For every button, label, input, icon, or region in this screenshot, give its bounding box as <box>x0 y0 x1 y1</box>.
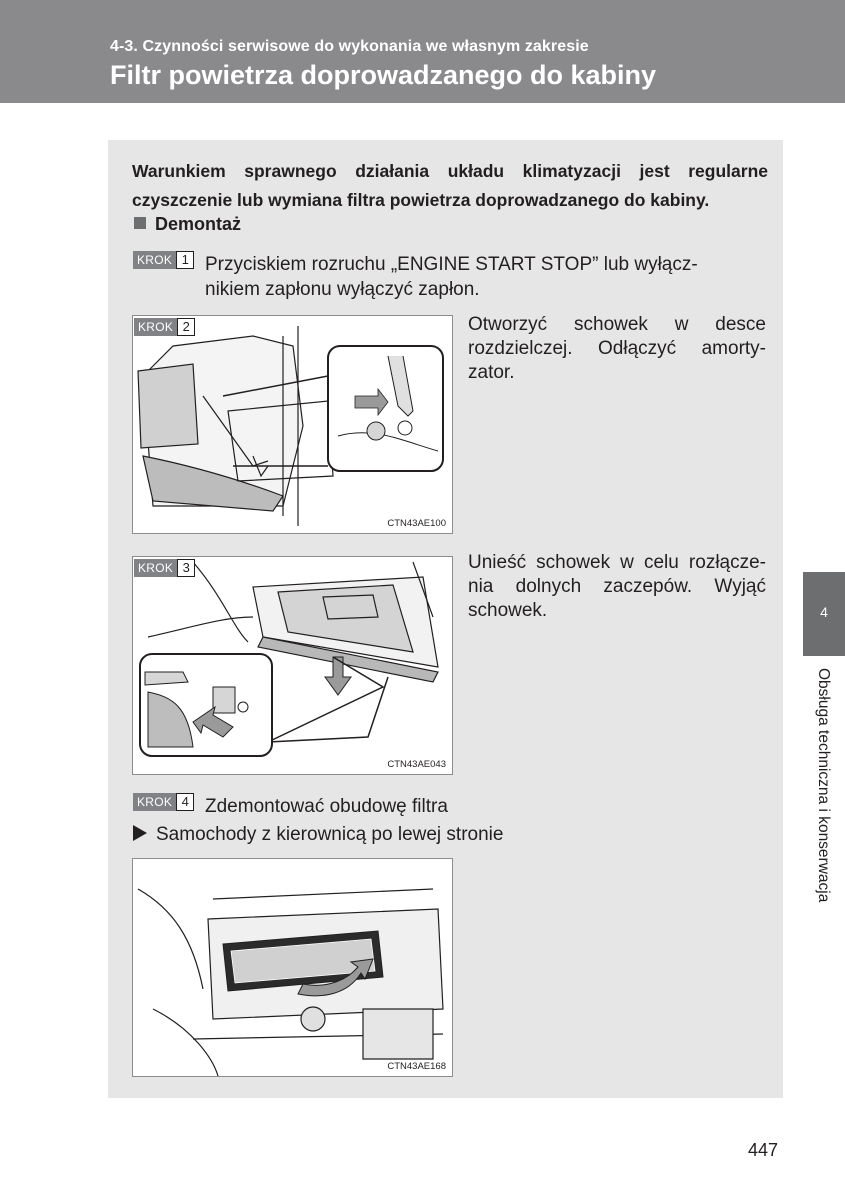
krok-label: KROK <box>134 318 177 336</box>
krok-label: KROK <box>134 559 177 577</box>
step-3-text-line-3: schowek. <box>468 600 548 621</box>
chapter-tab <box>803 572 845 656</box>
step-3-badge <box>134 559 195 577</box>
step-1-text-line-2: nikiem zapłonu wyłączyć zapłon. <box>205 279 480 300</box>
step-3-text-line-1: Unieść schowek w celu rozłącze- <box>468 552 766 573</box>
step-2-text-line-1: Otworzyć schowek w desce <box>468 314 766 335</box>
step-2-badge <box>134 318 195 336</box>
step-number: 1 <box>176 251 194 269</box>
section-heading-label: Demontaż <box>155 214 242 234</box>
step-1-badge <box>133 251 194 269</box>
step-2-text-line-3: zator. <box>468 362 515 383</box>
figure-code: CTN43AE100 <box>387 518 446 529</box>
glovebox-damper-illustration <box>133 316 452 533</box>
step-number: 3 <box>177 559 195 577</box>
step-number: 4 <box>176 793 194 811</box>
section-heading <box>134 214 241 235</box>
figure-code: CTN43AE043 <box>387 759 446 770</box>
intro-paragraph: Warunkiem sprawnego działania układu klimatyzacji jest regularne czyszczenie lub wymiana filtra powietrza doprowadzanego do kabiny. <box>132 161 768 210</box>
triangle-bullet-icon <box>133 825 147 841</box>
filter-cover-illustration <box>133 859 452 1076</box>
page-header <box>0 0 845 103</box>
krok-label: KROK <box>133 251 176 269</box>
krok-label: KROK <box>133 793 176 811</box>
page-number: 447 <box>748 1140 779 1160</box>
page-title: Filtr powietrza doprowadzanego do kabiny <box>110 60 657 90</box>
step-3-text-line-2: nia dolnych zaczepów. Wyjąć <box>468 576 766 597</box>
square-bullet-icon <box>134 217 146 229</box>
step-4-bullet-text: Samochody z kierownicą po lewej stronie <box>156 824 504 845</box>
chapter-subtitle: 4-3. Czynności serwisowe do wykonania we własnym zakresie <box>110 38 589 55</box>
step-3-figure <box>132 556 453 775</box>
step-4-badge <box>133 793 194 811</box>
step-4-figure <box>132 858 453 1077</box>
step-number: 2 <box>177 318 195 336</box>
step-2-text-line-2: rozdzielczej. Odłączyć amorty- <box>468 338 766 359</box>
figure-code: CTN43AE168 <box>387 1061 446 1072</box>
glovebox-removal-illustration <box>133 557 452 774</box>
step-2-figure <box>132 315 453 534</box>
step-1-text-line-1: Przyciskiem rozruchu „ENGINE START STOP” lub wyłącz- <box>205 254 698 275</box>
chapter-label: Obsługa techniczna i konserwacja <box>815 668 832 903</box>
chapter-number: 4 <box>820 604 828 620</box>
step-4-text: Zdemontować obudowę filtra <box>205 796 448 817</box>
